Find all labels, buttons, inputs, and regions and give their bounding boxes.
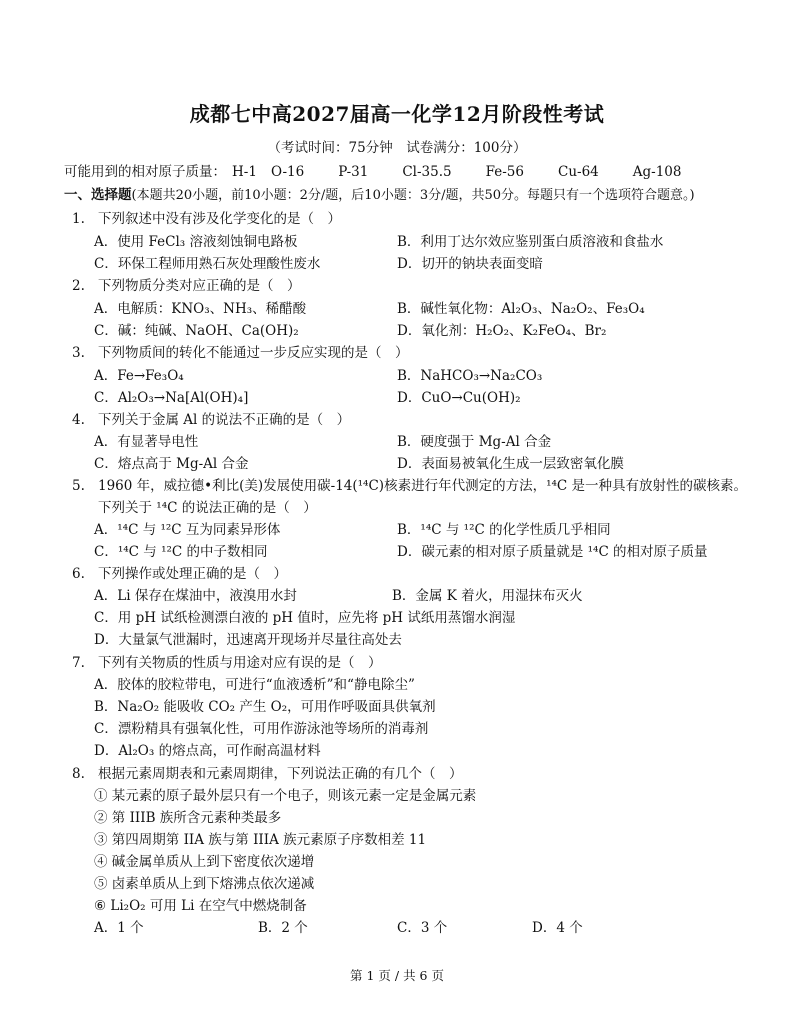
question-number: 4. <box>72 412 85 428</box>
option-a: A．¹⁴C 与 ¹²C 互为同素异形体 <box>94 522 281 538</box>
option-a: A．1 个 <box>94 920 144 936</box>
exam-subtitle: （考试时间：75分钟 试卷满分：100分） <box>267 140 527 156</box>
option-b: B．Na₂O₂ 能吸收 CO₂ 产生 O₂，可用作呼吸面具供氧剂 <box>94 699 436 715</box>
option-c: C．3 个 <box>397 920 448 936</box>
option-b: B．金属 K 着火，用湿抹布灭火 <box>392 588 583 604</box>
page-footer: 第 1 页 / 共 6 页 <box>350 968 444 983</box>
question-2 <box>72 274 301 294</box>
question-8 <box>72 762 463 782</box>
question-stem: 下列有关物质的性质与用途对应有误的是（ ） <box>98 655 382 671</box>
question-number: 1. <box>72 211 85 227</box>
option-d: D．4 个 <box>532 920 583 936</box>
option-c: C．用 pH 试纸检测漂白液的 pH 值时，应先将 pH 试纸用蒸馏水润湿 <box>94 610 516 626</box>
question-stem-continued: 下列关于 ¹⁴C 的说法正确的是（ ） <box>98 500 317 516</box>
question-stem: 根据元素周期表和元素周期律，下列说法正确的有几个（ ） <box>98 766 463 782</box>
option-b: B．利用丁达尔效应鉴别蛋白质溶液和食盐水 <box>397 234 664 250</box>
masses-label: 可能用到的相对原子质量： <box>64 164 226 180</box>
question-stem: 下列叙述中没有涉及化学变化的是（ ） <box>98 211 341 227</box>
option-b: B．NaHCO₃→Na₂CO₃ <box>397 368 543 384</box>
question-6 <box>72 562 287 582</box>
option-b: B．¹⁴C 与 ¹²C 的化学性质几乎相同 <box>397 522 611 538</box>
question-stem: 下列关于金属 Al 的说法不正确的是（ ） <box>98 412 351 428</box>
section-title: 一、选择题 <box>64 187 132 203</box>
question-number: 8. <box>72 766 85 782</box>
option-d: D．Al₂O₃ 的熔点高，可作耐高温材料 <box>94 743 321 759</box>
statement-item: ④ 碱金属单质从上到下密度依次递增 <box>94 854 315 870</box>
option-b: B．碱性氧化物：Al₂O₃、Na₂O₂、Fe₃O₄ <box>397 301 645 317</box>
question-number: 2. <box>72 278 85 294</box>
question-stem: 下列物质间的转化不能通过一步反应实现的是（ ） <box>98 345 409 361</box>
option-d: D．大量氯气泄漏时，迅速离开现场并尽量往高处去 <box>94 632 402 648</box>
question-stem: 1960 年，威拉德•利比(美)发展使用碳-14(¹⁴C)核素进行年代测定的方法，¹⁴C 是一种具有放射性的碳核素。 <box>98 478 748 494</box>
option-a: A．电解质：KNO₃、NH₃、稀醋酸 <box>94 301 307 317</box>
option-d: D．切开的钠块表面变暗 <box>397 256 543 272</box>
option-b: B．硬度强于 Mg-Al 合金 <box>397 434 552 450</box>
atomic-masses <box>64 160 715 180</box>
option-c: C．¹⁴C 与 ¹²C 的中子数相同 <box>94 544 268 560</box>
section-note: (本题共20小题，前10小题：2分/题，后10小题：3分/题，共50分。每题只有一个选项符合题意。) <box>131 188 695 203</box>
mass-item: H-1 <box>232 164 257 180</box>
mass-item: Cl-35.5 <box>402 164 452 180</box>
question-5 <box>72 474 747 494</box>
question-number: 5. <box>72 478 85 494</box>
option-b: B．2 个 <box>258 920 308 936</box>
option-c: C．环保工程师用熟石灰处理酸性废水 <box>94 256 321 272</box>
question-stem: 下列物质分类对应正确的是（ ） <box>98 278 301 294</box>
option-c: C．漂粉精具有强氧化性，可用作游泳池等场所的消毒剂 <box>94 721 429 737</box>
statement-item: ⑥ Li₂O₂ 可用 Li 在空气中燃烧制备 <box>94 898 307 914</box>
option-d: D．表面易被氧化生成一层致密氧化膜 <box>397 456 624 472</box>
statement-item: ② 第 IIIB 族所含元素种类最多 <box>94 810 282 826</box>
question-number: 7. <box>72 655 85 671</box>
section-heading <box>64 183 695 203</box>
mass-item: Ag-108 <box>632 164 682 180</box>
option-d: D．氧化剂：H₂O₂、K₂FeO₄、Br₂ <box>397 323 607 339</box>
question-4 <box>72 408 350 428</box>
question-1 <box>72 207 341 227</box>
question-3 <box>72 341 409 361</box>
option-a: A．Li 保存在煤油中，液溴用水封 <box>94 588 297 604</box>
mass-item: O-16 <box>270 164 305 180</box>
question-number: 6. <box>72 566 85 582</box>
option-a: A．Fe→Fe₃O₄ <box>94 368 184 384</box>
mass-item: Fe-56 <box>485 164 524 180</box>
option-a: A．有显著导电性 <box>94 434 199 450</box>
option-d: D．碳元素的相对原子质量就是 ¹⁴C 的相对原子质量 <box>397 544 708 560</box>
option-c: C．碱：纯碱、NaOH、Ca(OH)₂ <box>94 323 299 339</box>
statement-item: ⑤ 卤素单质从上到下熔沸点依次递减 <box>94 876 315 892</box>
mass-item: Cu-64 <box>557 164 599 180</box>
question-7 <box>72 651 382 671</box>
option-c: C．Al₂O₃→Na[Al(OH)₄] <box>94 390 249 406</box>
statement-item: ① 某元素的原子最外层只有一个电子，则该元素一定是金属元素 <box>94 788 477 804</box>
statement-item: ③ 第四周期第 IIA 族与第 IIIA 族元素原子序数相差 11 <box>94 832 427 848</box>
question-number: 3. <box>72 345 85 361</box>
option-a: A．胶体的胶粒带电，可进行“血液透析”和“静电除尘” <box>94 677 415 693</box>
exam-title: 成都七中高2027届高一化学12月阶段性考试 <box>189 102 605 126</box>
option-d: D．CuO→Cu(OH)₂ <box>397 390 521 406</box>
question-stem: 下列操作或处理正确的是（ ） <box>98 566 287 582</box>
option-c: C．熔点高于 Mg-Al 合金 <box>94 456 249 472</box>
option-a: A．使用 FeCl₃ 溶液刻蚀铜电路板 <box>94 234 298 250</box>
mass-item: P-31 <box>338 164 369 180</box>
